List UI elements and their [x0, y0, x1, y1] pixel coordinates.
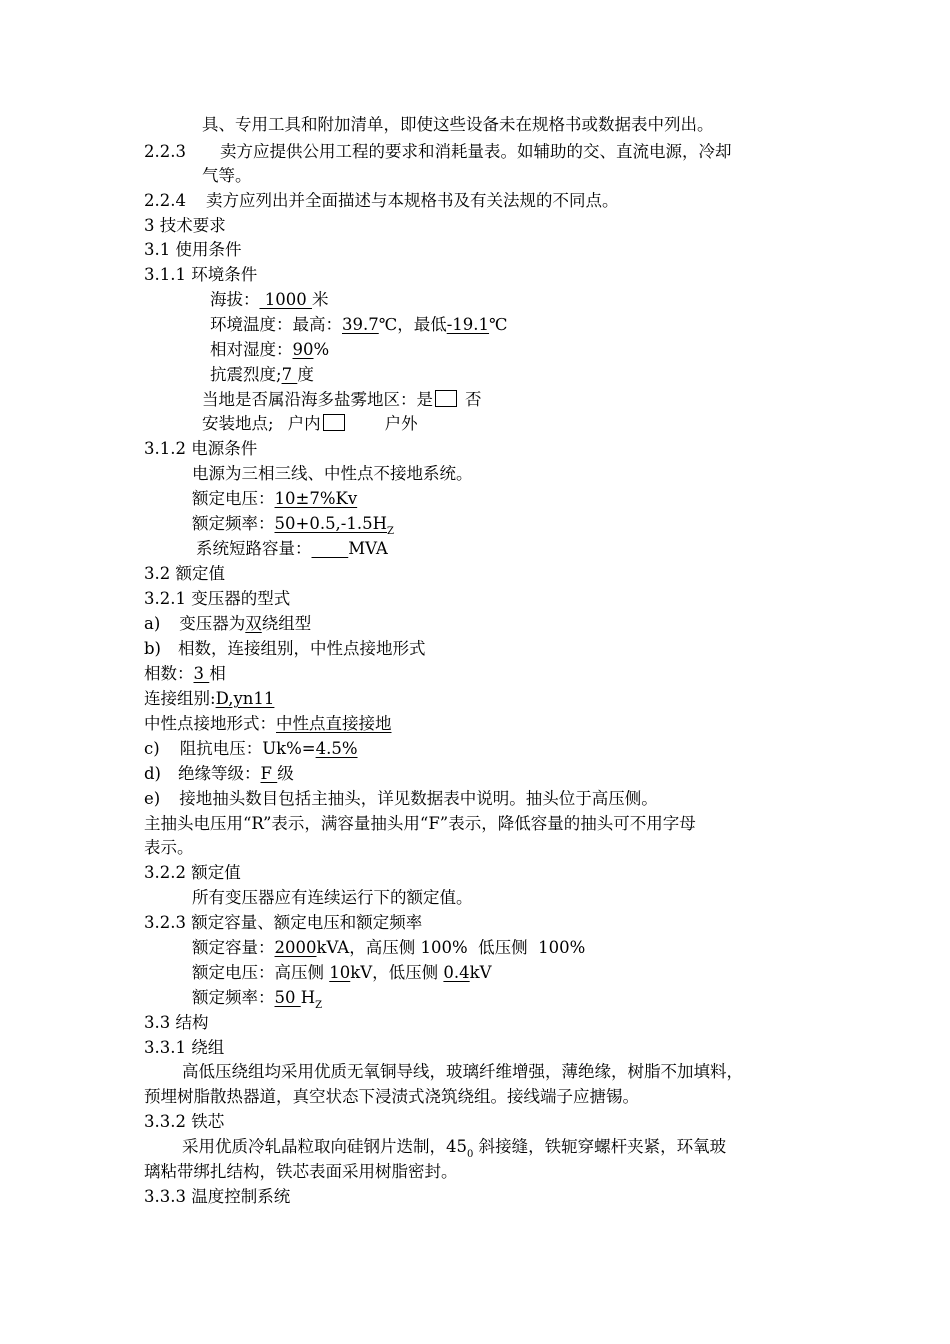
checkbox-yes[interactable]: [435, 390, 457, 407]
coastal-line: [202, 388, 482, 412]
item-text: 变压器为: [179, 614, 246, 633]
field-label: ℃，最低: [378, 315, 447, 334]
section-heading: 3.3.3 温度控制系统: [144, 1187, 291, 1206]
rated-voltage-line: [192, 487, 357, 511]
field-label: 绝缘等级：: [178, 764, 261, 783]
list-item-b: [144, 637, 426, 661]
section-heading: 3 技术要求: [144, 216, 226, 235]
field-label: 阻抗电压：Uk%=: [179, 739, 316, 758]
degree-mark: 0: [467, 1149, 474, 1160]
field-value: 2000: [274, 938, 317, 957]
neutral-grounding-line: [144, 712, 392, 736]
option-label: 户外: [384, 414, 418, 433]
field-label: 额定频率：: [192, 988, 275, 1007]
field-label: 额定电压：高压侧: [192, 963, 330, 982]
clause-2-2-4: [144, 189, 618, 213]
rated-voltage-2-line: [192, 961, 492, 985]
temperature-line: [210, 313, 508, 337]
field-value: 90: [292, 340, 314, 359]
checkbox-indoor[interactable]: [323, 414, 345, 431]
item-text: 绕组型: [261, 614, 312, 633]
section-heading: 3.2.3 额定容量、额定电压和额定频率: [144, 913, 423, 932]
field-unit: kV: [469, 963, 492, 982]
section-heading: 3.1.1 环境条件: [144, 265, 258, 284]
field-label: 连接组别:: [144, 689, 216, 708]
field-value: 10±7%Kv: [274, 489, 358, 508]
section-heading: 3.1 使用条件: [144, 240, 242, 259]
section-heading: 3.3.2 铁芯: [144, 1112, 225, 1131]
list-marker: b): [144, 639, 161, 658]
field-value: 3: [193, 664, 210, 683]
field-value: D,yn11: [215, 689, 275, 708]
field-label: 安装地点;: [202, 414, 274, 433]
phase-line: [144, 662, 226, 686]
clause-number: 2.2.4: [144, 191, 186, 210]
field-value: -19.1: [446, 315, 490, 334]
clause-text: 卖方应列出并全面描述与本规格书及有关法规的不同点。: [205, 191, 619, 210]
section-heading: 3.3.1 绕组: [144, 1038, 225, 1057]
vector-group-line: [144, 687, 274, 711]
field-label: 系统短路容量：: [196, 539, 312, 558]
field-value: 50+0.5,-1.5H: [274, 514, 388, 533]
option-label: 否: [465, 390, 482, 409]
list-marker: a): [144, 614, 161, 633]
field-label: kV，低压侧: [350, 963, 444, 982]
list-marker: c): [144, 739, 160, 758]
list-marker: d): [144, 764, 161, 783]
item-text: 相数，连接组别，中性点接地形式: [178, 639, 426, 658]
altitude-line: [210, 288, 328, 312]
section-heading: 3.2.1 变压器的型式: [144, 589, 291, 608]
item-text: 接地抽头数目包括主抽头，详见数据表中说明。抽头位于高压侧。: [179, 789, 658, 808]
field-value: 1000: [259, 290, 312, 309]
field-unit: 度: [297, 365, 314, 384]
location-line: [202, 412, 418, 436]
field-unit: 级: [277, 764, 294, 783]
field-label: 额定容量：: [192, 938, 275, 957]
text-line: 所有变压器应有连续运行下的额定值。: [192, 888, 473, 907]
field-unit: ℃: [489, 315, 508, 334]
field-label: 当地是否属沿海多盐雾地区：是: [202, 390, 433, 409]
field-value: 0.4: [443, 963, 470, 982]
seismic-line: [210, 363, 314, 387]
field-value: 7: [281, 365, 298, 384]
short-circuit-line: [196, 537, 388, 561]
field-unit: 米: [311, 290, 329, 309]
field-value: 10: [329, 963, 351, 982]
field-value: 50: [274, 988, 301, 1007]
field-label: 抗震烈度;: [210, 365, 282, 384]
field-label: 海拔：: [210, 290, 260, 309]
text-line: 具、专用工具和附加清单，即使这些设备未在规格书或数据表中列出。: [202, 115, 714, 134]
section-heading: 3.3 结构: [144, 1013, 209, 1032]
blank-field[interactable]: [312, 539, 349, 558]
text-line: 电源为三相三线、中性点不接地系统。: [192, 464, 473, 483]
field-label: 额定电压：: [192, 489, 275, 508]
field-label: 中性点接地形式：: [144, 714, 276, 733]
humidity-line: [210, 338, 329, 362]
rated-frequency-2-line: [192, 986, 322, 1018]
item-text: 采用优质冷轧晶粒取向硅钢片迭制，45: [182, 1137, 467, 1156]
section-heading: 3.2 额定值: [144, 564, 225, 583]
field-unit: Z: [387, 526, 394, 537]
text-line: 表示。: [144, 838, 194, 857]
rated-capacity-line: [192, 936, 585, 960]
field-label: 额定频率：: [192, 514, 275, 533]
field-label: 环境温度：最高：: [210, 315, 342, 334]
clause-2-2-3: [144, 140, 731, 164]
field-label: 相数：: [144, 664, 194, 683]
item-text: 斜接缝，铁轭穿螺杆夹紧，环氧玻: [473, 1137, 727, 1156]
list-marker: e): [144, 789, 161, 808]
text-line: 主抽头电压用“R”表示，满容量抽头用“F”表示，降低容量的抽头可不用字母: [144, 814, 696, 833]
field-unit: H: [300, 988, 316, 1007]
field-unit: 相: [209, 664, 226, 683]
clause-number: 2.2.3: [144, 142, 186, 161]
text-line: 预埋树脂散热器道，真空状态下浸渍式浇筑绕组。接线端子应搪锡。: [144, 1087, 639, 1106]
field-unit: Z: [315, 1000, 323, 1011]
clause-text: 卖方应提供公用工程的要求和消耗量表。如辅助的交、直流电源，冷却: [219, 142, 732, 161]
field-unit: MVA: [348, 539, 388, 558]
field-value: 39.7: [342, 315, 379, 334]
field-value: 4.5%: [315, 739, 358, 758]
field-value: 双: [245, 614, 262, 633]
field-value: 中性点直接接地: [276, 714, 392, 733]
list-item-d: [144, 762, 294, 786]
section-heading: 3.1.2 电源条件: [144, 439, 258, 458]
field-label: kVA，高压侧 100% 低压侧 100%: [316, 938, 586, 957]
option-label: 户内: [287, 414, 321, 433]
text-line: 气等。: [202, 166, 252, 185]
field-unit: %: [313, 340, 330, 359]
list-item-e: [144, 787, 658, 811]
text-line: 璃粘带绑扎结构，铁芯表面采用树脂密封。: [144, 1162, 458, 1181]
list-item-a: [144, 612, 311, 636]
list-item-c: [144, 737, 358, 761]
field-label: 相对湿度：: [210, 340, 293, 359]
text-line: 高低压绕组均采用优质无氧铜导线，玻璃纤维增强，薄绝缘，树脂不加填料，: [182, 1062, 743, 1081]
section-heading: 3.2.2 额定值: [144, 863, 241, 882]
field-value: F: [260, 764, 278, 783]
